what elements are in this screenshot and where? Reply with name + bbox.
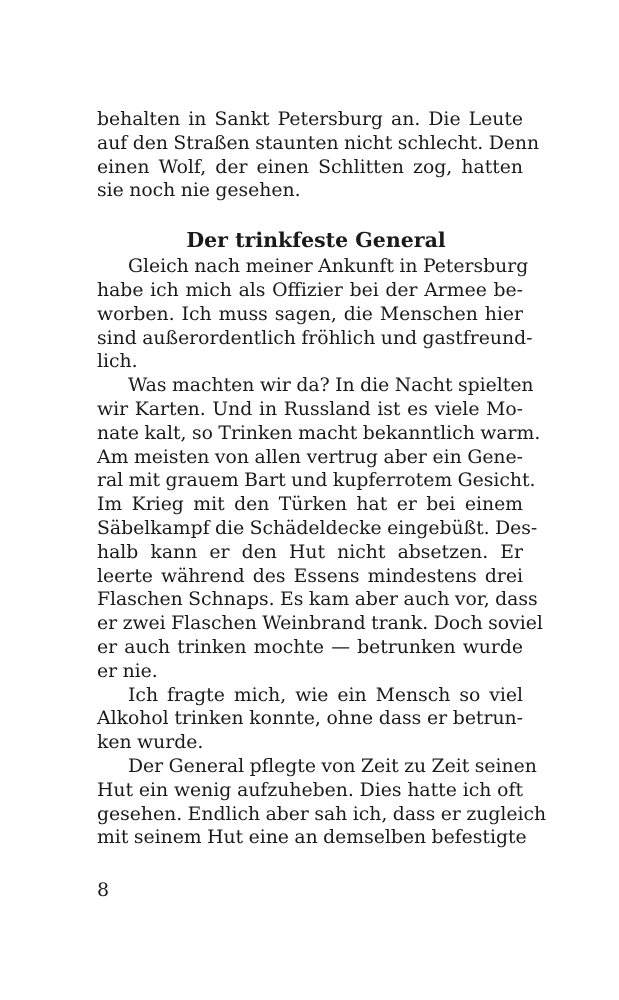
text-line: ral mit grauem Bart und kupferrotem Gesicht.: [97, 470, 536, 492]
paragraph: [97, 374, 543, 683]
text-line: lich.: [97, 351, 138, 373]
paragraph: [97, 684, 523, 755]
text-line: er zwei Flaschen Weinbrand trank. Doch soviel: [97, 613, 543, 635]
text-line: sie noch nie gesehen.: [97, 180, 301, 202]
paragraph: [97, 255, 533, 374]
text-line: Im Krieg mit den Türken hat er bei einem: [97, 494, 523, 516]
paragraph: [97, 755, 547, 850]
text-line: habe ich mich als Offizier bei der Armee be-: [97, 279, 523, 301]
text-line: wir Karten. Und in Russland ist es viele Mo-: [97, 398, 523, 420]
text-line: Was machten wir da? In die Nacht spielten: [128, 375, 534, 397]
text-line: Alkohol trinken konnte, ohne dass er betrun-: [97, 708, 523, 730]
text-line: er nie.: [97, 660, 158, 682]
text-line: behalten in Sankt Petersburg an. Die Leute: [97, 109, 523, 130]
text-line: Hut ein wenig aufzuheben. Dies hatte ich oft: [97, 779, 523, 801]
text-line: leerte während des Essens mindestens drei: [97, 565, 523, 587]
text-line: Der General pflegte von Zeit zu Zeit seinen: [128, 755, 537, 777]
text-line: ken wurde.: [97, 732, 204, 754]
text-line: worben. Ich muss sagen, die Menschen hier: [97, 303, 523, 325]
text-line: Gleich nach meiner Ankunft in Petersburg: [128, 256, 529, 278]
text-line: Säbelkampf die Schädeldecke eingebüßt. Des-: [97, 517, 538, 539]
text-line: sind außerordentlich fröhlich und gastfreund-: [97, 327, 533, 349]
page-body: [97, 108, 547, 850]
text-line: nate kalt, so Trinken macht bekanntlich warm.: [97, 422, 541, 444]
text-line: auf den Straßen staunten nicht schlecht. Denn: [97, 132, 540, 154]
text-line: Am meisten von allen vertrug aber ein Gene-: [97, 446, 523, 468]
text-line: mit seinem Hut eine an demselben befestigte: [97, 827, 527, 849]
text-line: einen Wolf, der einen Schlitten zog, hatten: [97, 156, 523, 178]
paragraph-continuation: [97, 108, 540, 203]
text-line: Ich fragte mich, wie ein Mensch so viel: [128, 684, 523, 706]
page-number: 8: [97, 879, 110, 901]
text-line: gesehen. Endlich aber sah ich, dass er zugleich: [97, 803, 547, 825]
text-line: halb kann er den Hut nicht absetzen. Er: [97, 541, 523, 563]
text-line: Flaschen Schnaps. Es kam aber auch vor, dass: [97, 589, 538, 611]
text-line: er auch trinken mochte — betrunken wurde: [97, 636, 523, 658]
chapter-heading: Der trinkfeste General: [186, 228, 446, 253]
